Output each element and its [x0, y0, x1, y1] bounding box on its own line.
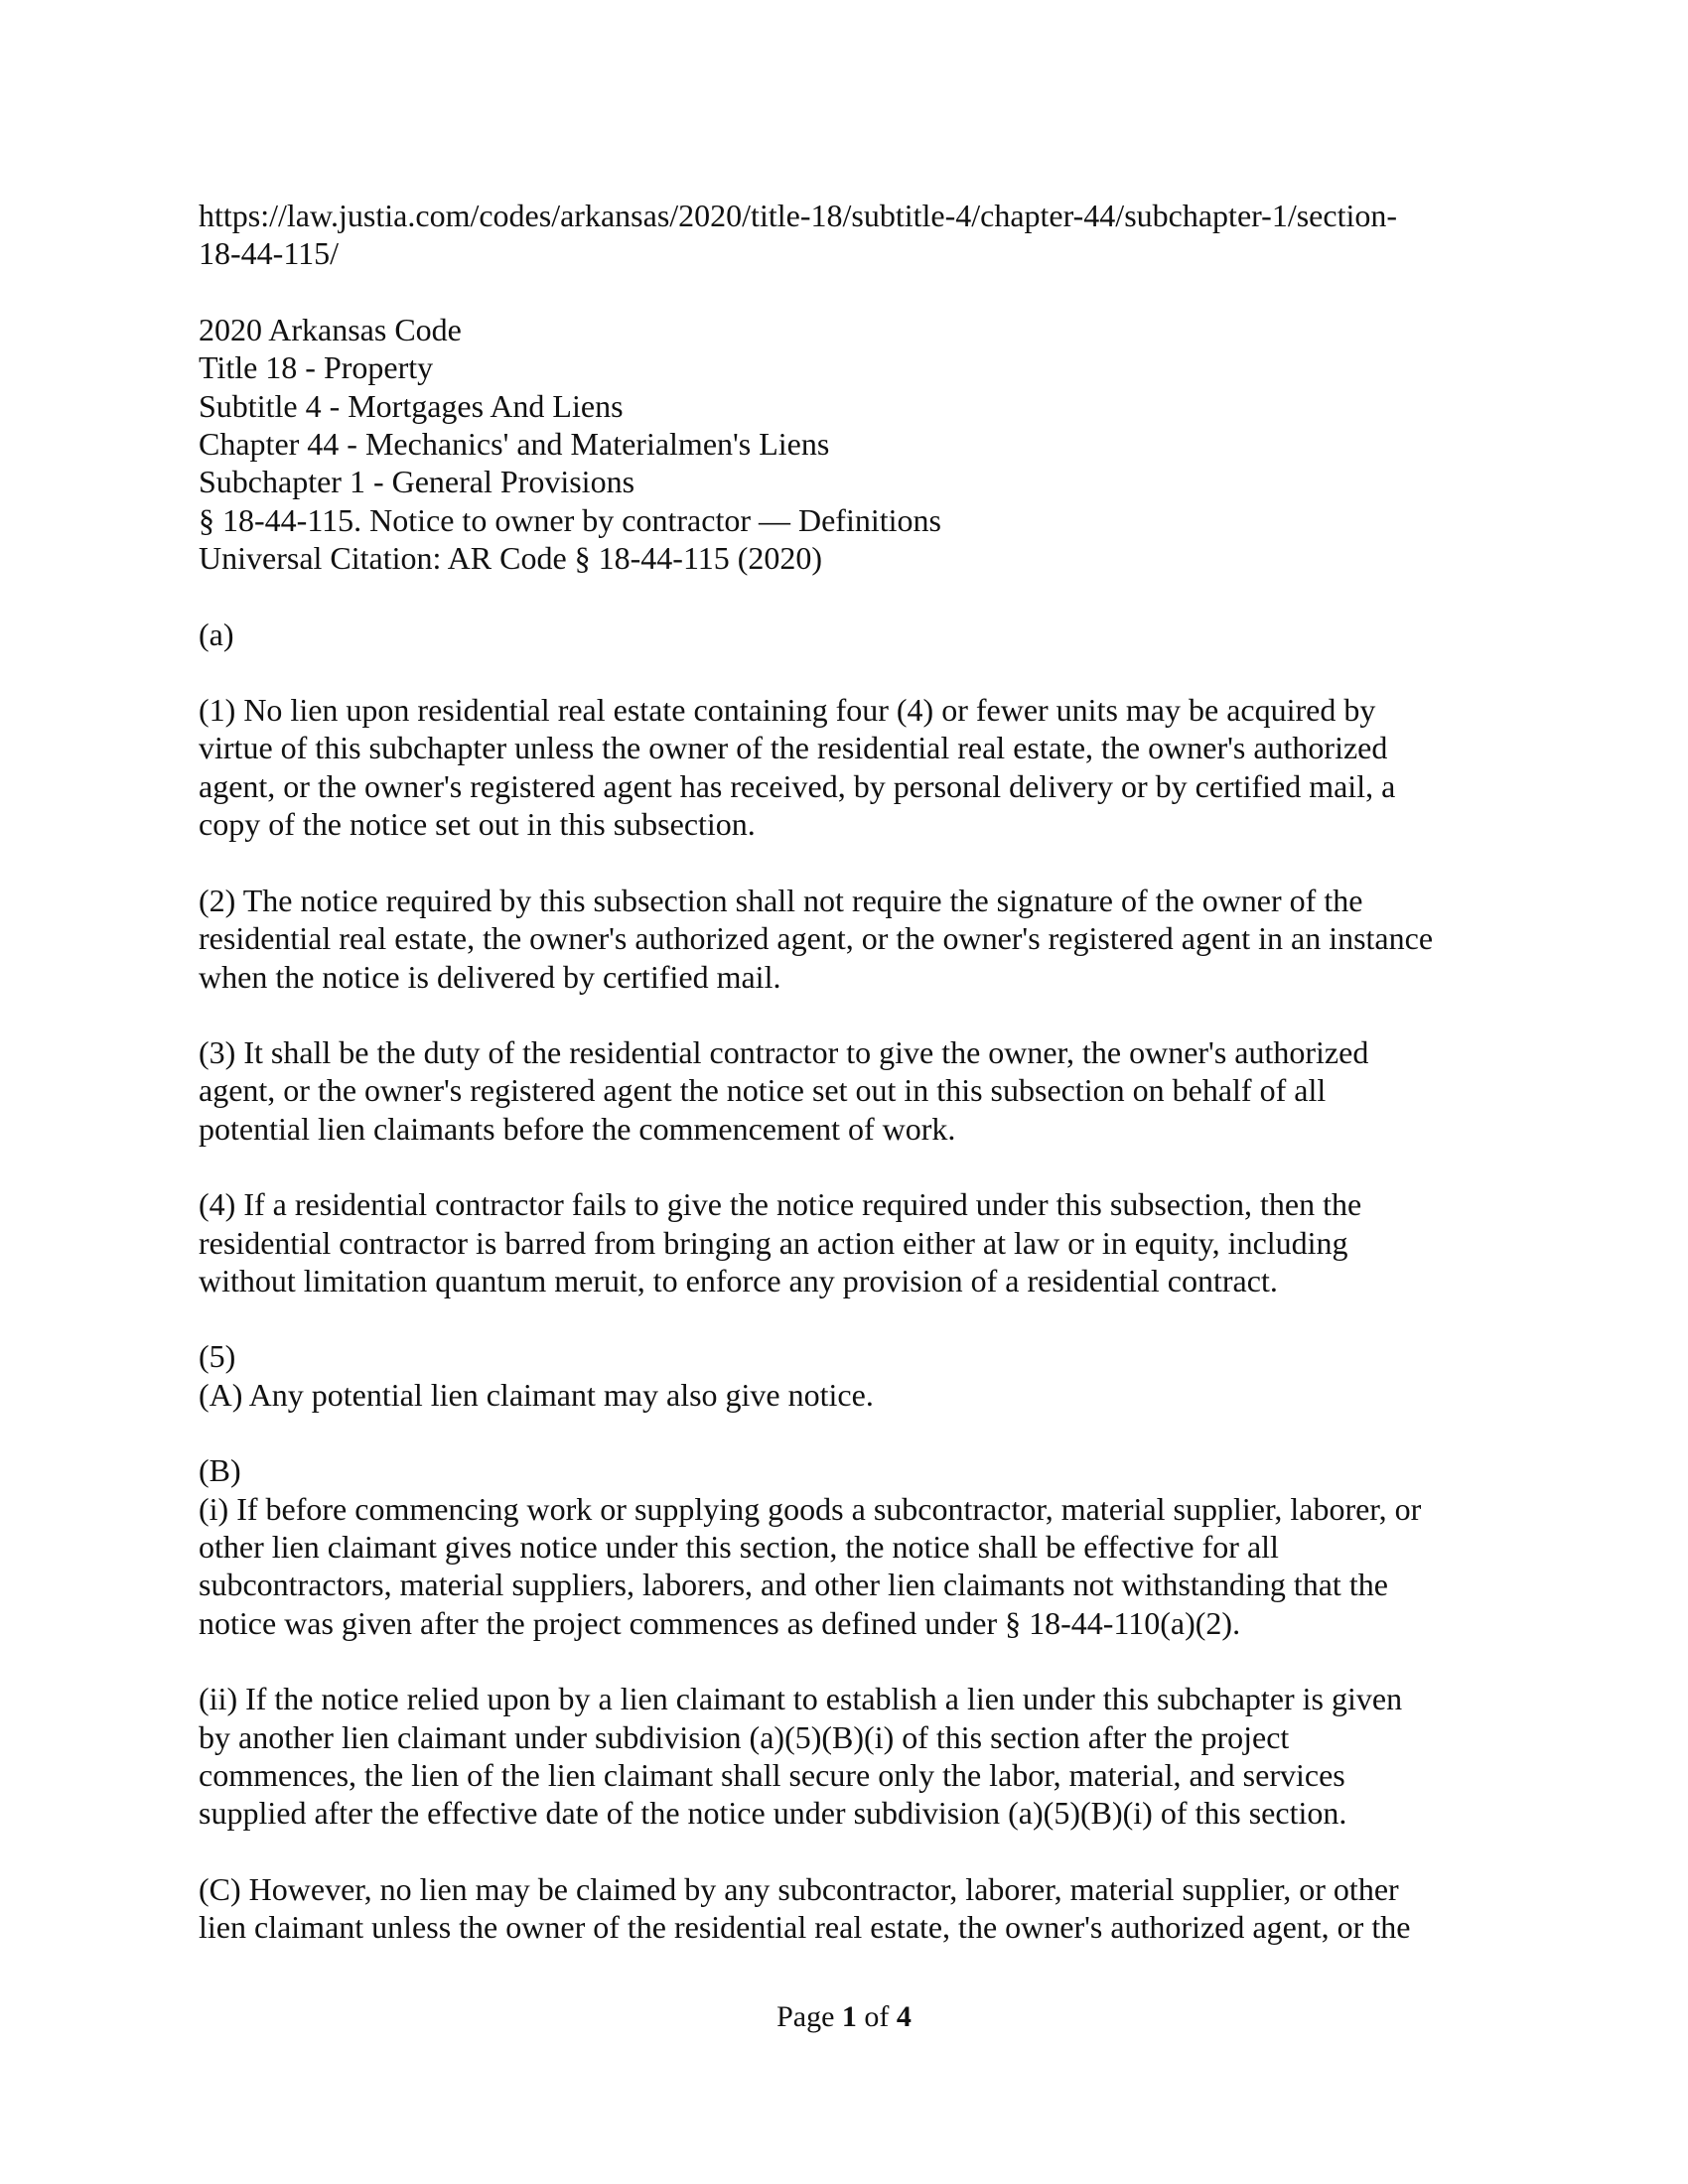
- paragraph-line: (C) However, no lien may be claimed by any subcontractor, laborer, material supplier, or other: [199, 1870, 1399, 1907]
- page-current: 1: [841, 2000, 857, 2033]
- paragraph-line: other lien claimant gives notice under this section, the notice shall be effective for all: [199, 1528, 1279, 1565]
- paragraph-a5Bi: [199, 1451, 1489, 1642]
- section-heading: § 18-44-115. Notice to owner by contractor — Definitions: [199, 501, 941, 538]
- paragraph-a3: [199, 1033, 1489, 1148]
- paragraph-line: residential contractor is barred from bringing an action either at law or in equity, including: [199, 1224, 1348, 1261]
- paragraph-line: residential real estate, the owner's authorized agent, or the owner's registered agent in an instance: [199, 920, 1434, 957]
- paragraph-line: virtue of this subchapter unless the owner of the residential real estate, the owner's authorized: [199, 730, 1388, 766]
- paragraph-line: (2) The notice required by this subsection shall not require the signature of the owner of the: [199, 882, 1363, 918]
- page-total: 4: [896, 2000, 912, 2033]
- code-subchapter: Subchapter 1 - General Provisions: [199, 464, 635, 500]
- page-number-footer: [0, 1999, 1688, 2035]
- code-subtitle: Subtitle 4 - Mortgages And Liens: [199, 387, 624, 424]
- code-chapter: Chapter 44 - Mechanics' and Materialmen's Liens: [199, 426, 830, 463]
- source-url[interactable]: [199, 197, 1489, 273]
- paragraph-line: (1) No lien upon residential real estate containing four (4) or fewer units may be acquired by: [199, 692, 1376, 729]
- paragraph-line: agent, or the owner's registered agent has received, by personal delivery or by certified mail, a: [199, 767, 1396, 804]
- paragraph-line: supplied after the effective date of the notice under subdivision (a)(5)(B)(i) of this section.: [199, 1795, 1347, 1832]
- paragraph-line: (4) If a residential contractor fails to give the notice required under this subsection, then the: [199, 1186, 1362, 1223]
- paragraph-a4: [199, 1185, 1489, 1299]
- paragraph-line: (i) If before commencing work or supplying goods a subcontractor, material supplier, laborer, or: [199, 1490, 1422, 1527]
- page-of-label: of: [856, 2000, 897, 2033]
- subsection-a5-label: (5): [199, 1338, 236, 1375]
- paragraph-a5Bii: [199, 1680, 1489, 1833]
- code-header: [199, 311, 1489, 578]
- subsection-a5B-label: (B): [199, 1452, 241, 1489]
- page-label: Page: [776, 2000, 842, 2033]
- paragraph-line: subcontractors, material suppliers, laborers, and other lien claimants not withstanding that the: [199, 1567, 1388, 1603]
- paragraph-a5: [199, 1337, 1489, 1414]
- paragraph-a5A: (A) Any potential lien claimant may also give notice.: [199, 1376, 874, 1413]
- paragraph-line: copy of the notice set out in this subsection.: [199, 806, 756, 843]
- paragraph-line: (ii) If the notice relied upon by a lien claimant to establish a lien under this subchapter is given: [199, 1681, 1403, 1717]
- paragraph-line: (3) It shall be the duty of the residential contractor to give the owner, the owner's authorized: [199, 1033, 1369, 1070]
- paragraph-line: potential lien claimants before the commencement of work.: [199, 1110, 956, 1147]
- code-year-title: 2020 Arkansas Code: [199, 311, 462, 347]
- paragraph-line: agent, or the owner's registered agent the notice set out in this subsection on behalf of all: [199, 1072, 1327, 1109]
- code-title: Title 18 - Property: [199, 349, 434, 386]
- universal-citation: Universal Citation: AR Code § 18-44-115 (2020): [199, 540, 823, 577]
- paragraph-line: lien claimant unless the owner of the residential real estate, the owner's authorized agent, or the: [199, 1909, 1411, 1946]
- paragraph-a1: [199, 691, 1489, 844]
- paragraph-line: without limitation quantum meruit, to enforce any provision of a residential contract.: [199, 1262, 1278, 1298]
- paragraph-line: when the notice is delivered by certified mail.: [199, 958, 781, 995]
- paragraph-line: by another lien claimant under subdivision (a)(5)(B)(i) of this section after the project: [199, 1718, 1290, 1755]
- paragraph-line: commences, the lien of the lien claimant shall secure only the labor, material, and services: [199, 1757, 1345, 1793]
- paragraph-a2: [199, 882, 1489, 996]
- document-page: [199, 197, 1489, 1947]
- paragraph-line: notice was given after the project commences as defined under § 18-44-110(a)(2).: [199, 1604, 1241, 1641]
- paragraph-a5C: [199, 1870, 1489, 1947]
- source-url-line-2: 18-44-115/: [199, 235, 340, 272]
- subsection-a-label: (a): [199, 615, 234, 652]
- source-url-line-1: https://law.justia.com/codes/arkansas/2020/title-18/subtitle-4/chapter-44/subchapter-1/section-: [199, 198, 1397, 233]
